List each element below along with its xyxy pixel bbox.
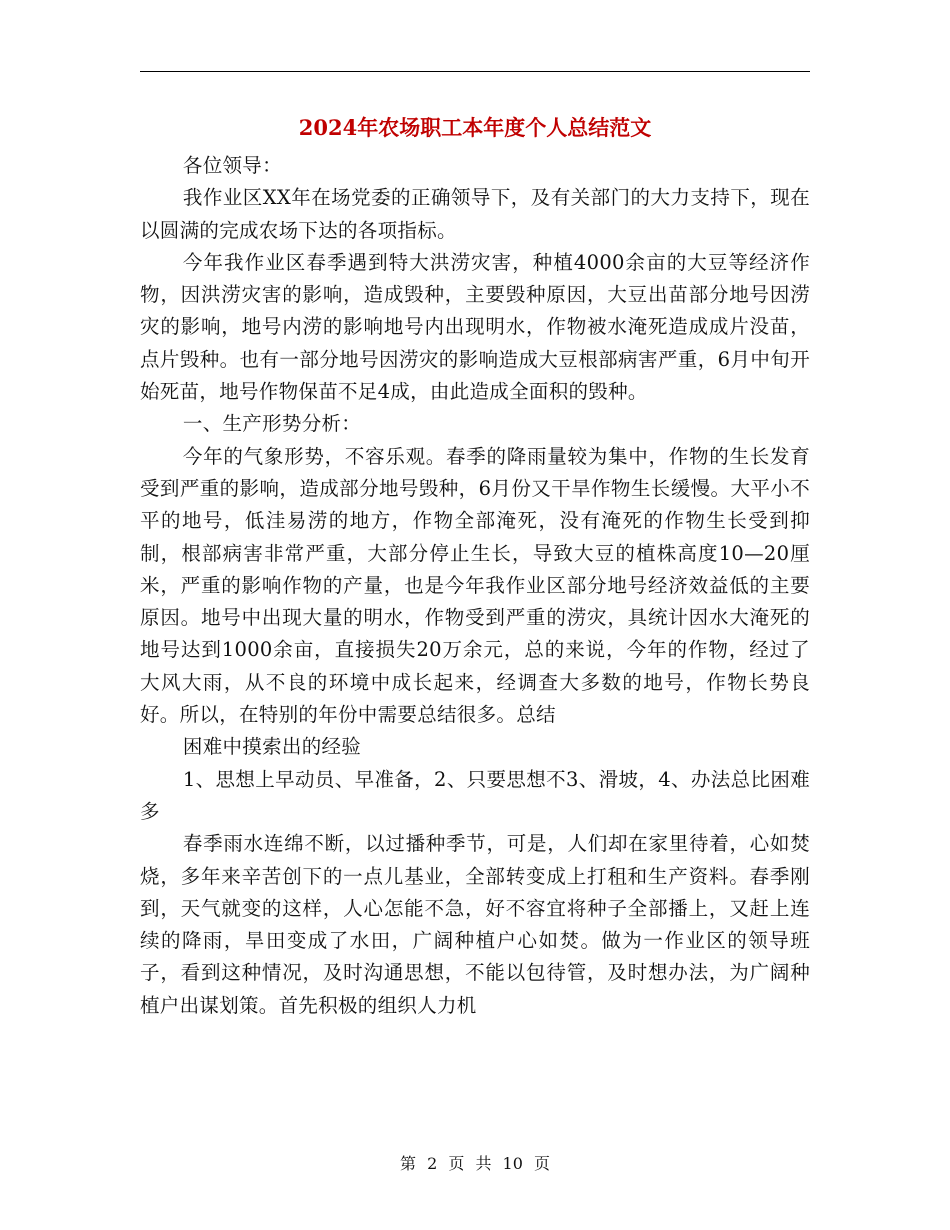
header-rule (140, 71, 810, 72)
paragraph-5: 春季雨水连绵不断，以过播种季节，可是，人们却在家里待着，心如焚烧，多年来辛苦创下的一点儿基业，全部转变成上打租和生产资料。春季刚到，天气就变的这样，人心怎能不急，好不容宜将种子全部播上，又赶上连续的降雨，旱田变成了水田，广阔种植户心如焚。做为一作业区的领导班子，看到这种情况，及时沟通思想，不能以包待管，及时想办法，为广阔种植户出谋划策。首先积极的组织人力机 (140, 832, 810, 1017)
section-heading-2: 困难中摸索出的经验 (182, 735, 362, 759)
document-title: 2024年农场职工本年度个人总结范文 (298, 115, 652, 140)
salutation: 各位领导： (182, 154, 282, 177)
paragraph-3: 今年的气象形势，不容乐观。春季的降雨量较为集中，作物的生长发育受到严重的影响，造成部分地号毁种，6月份又干旱作物生长缓慢。大平小不平的地号，低洼易涝的地方，作物全部淹死，没有淹死的作物生长受到抑制，根部病害非常严重，大部分停止生长，导致大豆的植株高度10—20厘米，严重的影响作物的产量，也是今年我作业区部分地号经济效益低的主要原因。地号中出现大量的明水，作物受到严重的涝灾，具统计因水大淹死的地号达到1000余亩，直接损失20万余元，总的来说，今年的作物，经过了大风大雨，从不良的环境中成长起来，经调查大多数的地号，作物长势良好。所以，在特别的年份中需要总结很多。总结 (140, 444, 810, 727)
paragraph-2: 今年我作业区春季遇到特大洪涝灾害，种植4000余亩的大豆等经济作物，因洪涝灾害的影响，造成毁种，主要毁种原因，大豆出苗部分地号因涝灾的影响，地号内涝的影响地号内出现明水，作物被水淹死造成成片没苗，点片毁种。也有一部分地号因涝灾的影响造成大豆根部病害严重，6月中旬开始死苗，地号作物保苗不足4成，由此造成全面积的毁种。 (140, 250, 810, 404)
section-heading-1: 一、生产形势分析： (182, 412, 362, 436)
paragraph-1: 我作业区XX年在场党委的正确领导下，及有关部门的大力支持下，现在以圆满的完成农场下达的各项指标。 (140, 186, 810, 242)
document-body (140, 150, 810, 1022)
paragraph-4: 1、思想上早动员、早准备，2、只要思想不3、滑坡，4、办法总比困难多 (140, 767, 810, 823)
page-number: 第 2 页 共 10 页 (400, 1154, 550, 1173)
